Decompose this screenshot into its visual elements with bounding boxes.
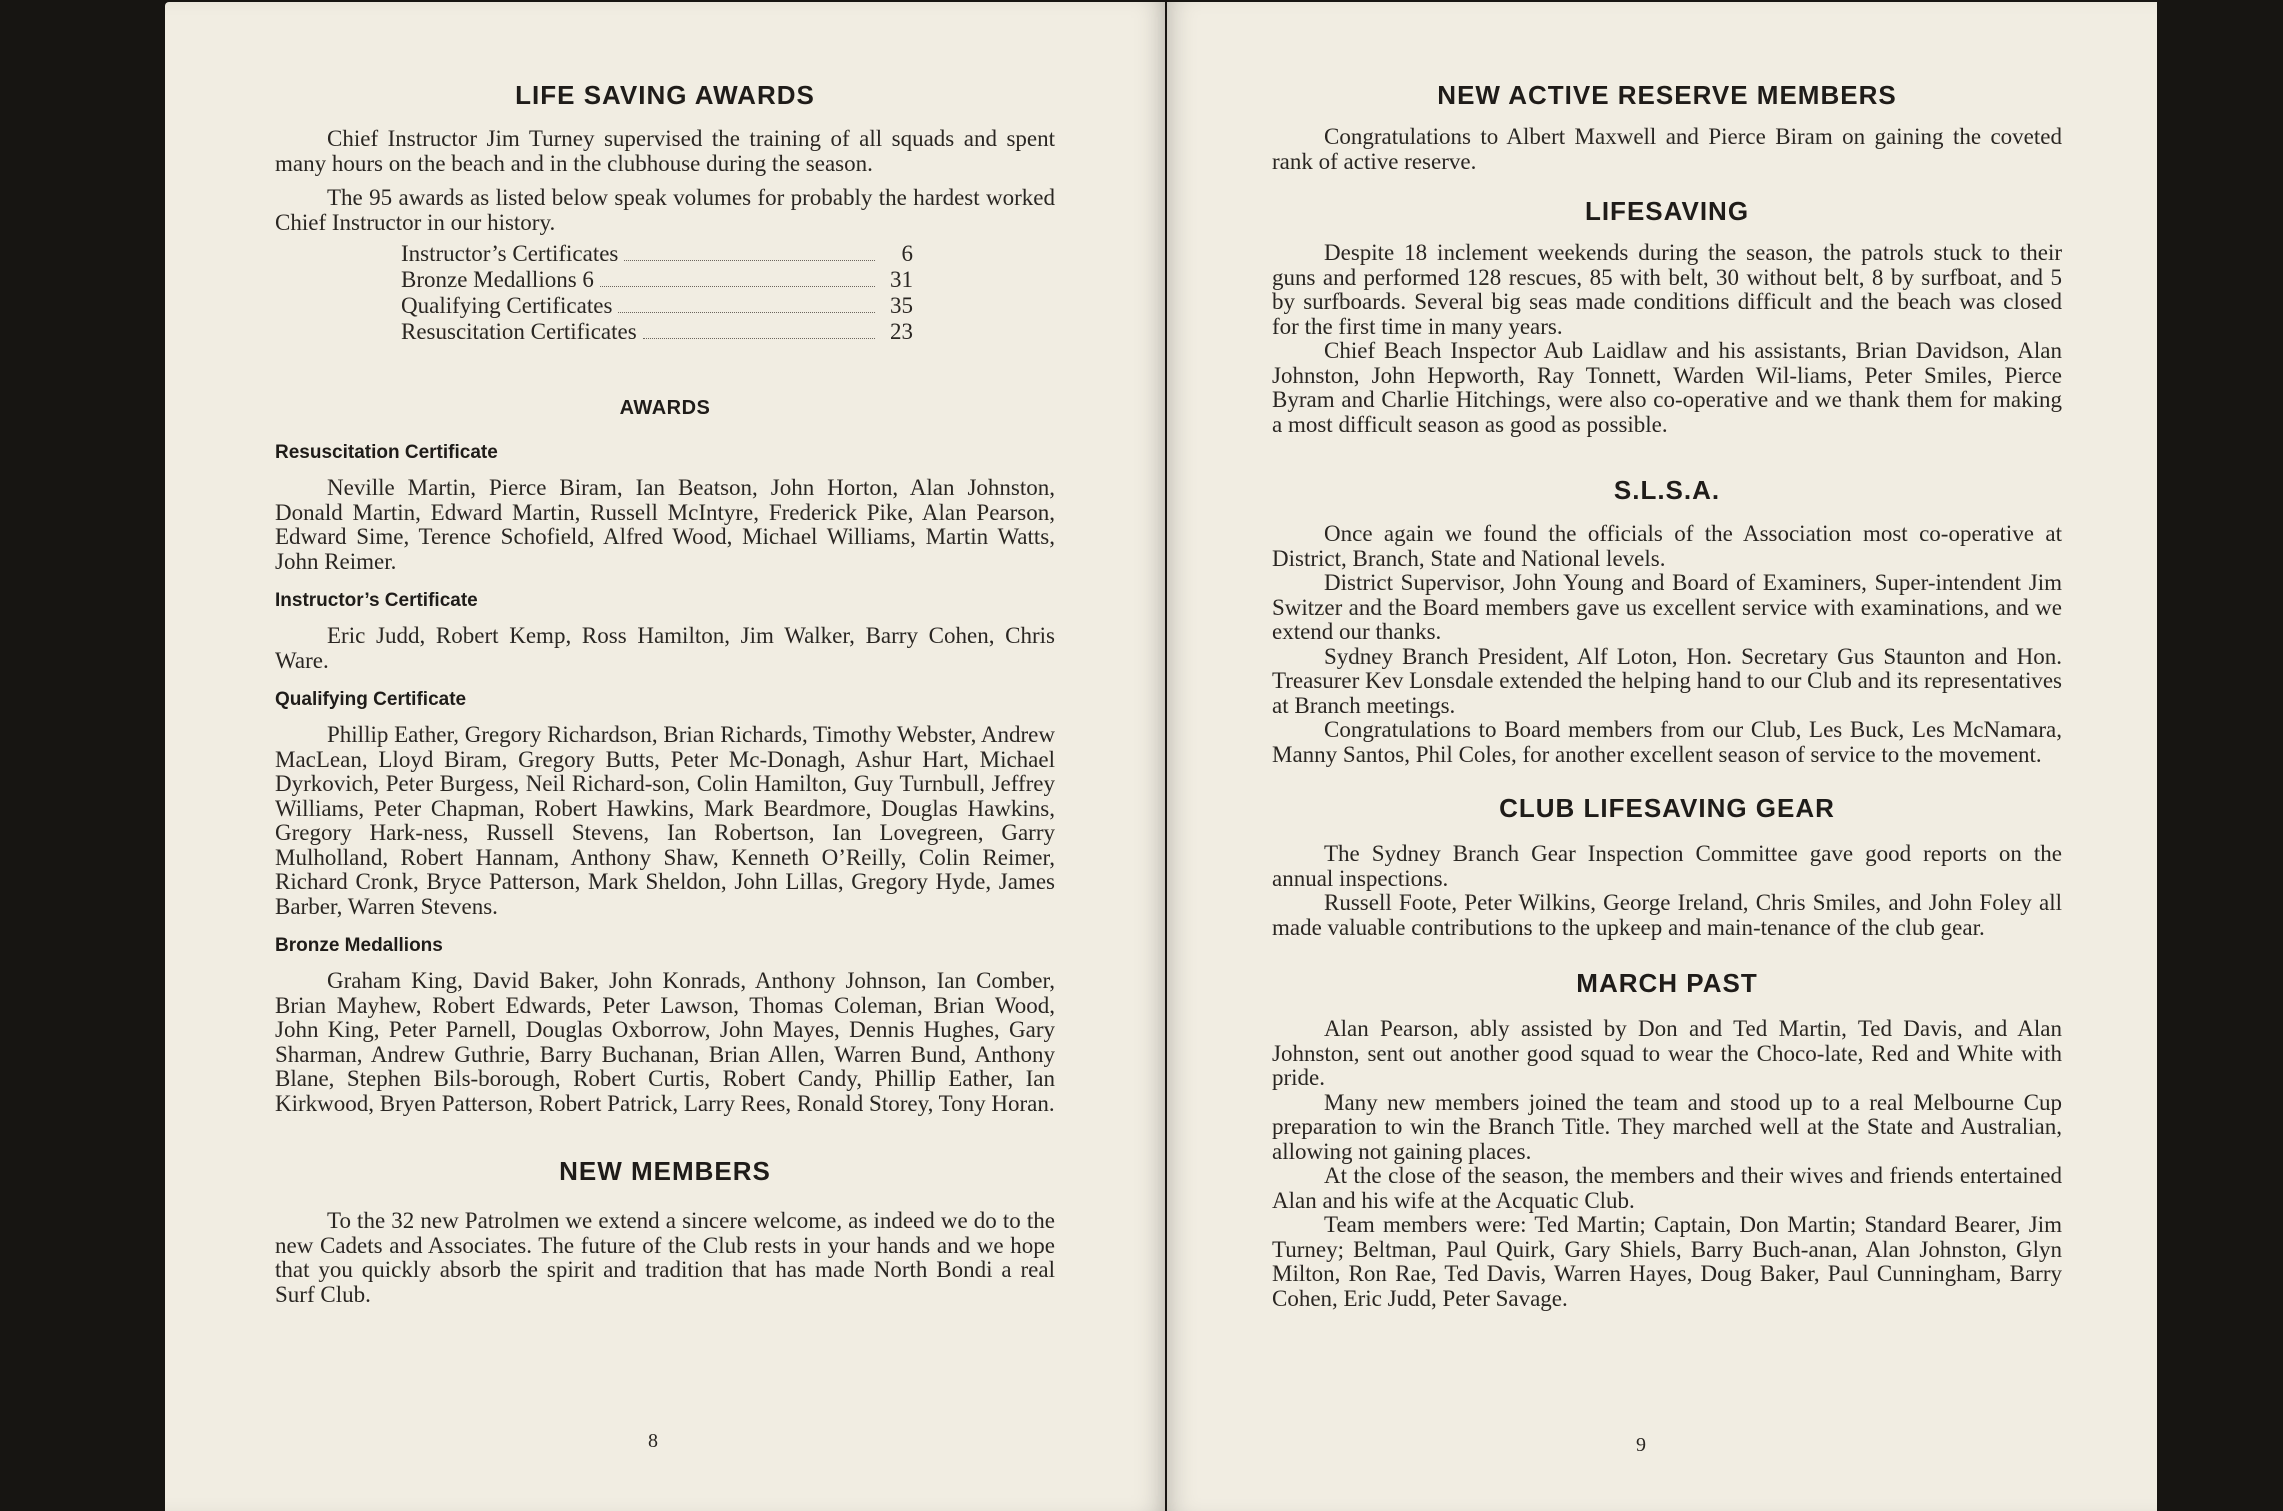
club-gear-para: Russell Foote, Peter Wilkins, George Ireland, Chris Smiles, and John Foley all made valuable contributions to the upkeep and main-tenance of the club gear. bbox=[1272, 890, 2062, 940]
left-column bbox=[275, 2, 1055, 1307]
lifesaving-para: Chief Beach Inspector Aub Laidlaw and his assistants, Brian Davidson, Alan Johnston, John Hepworth, Ray Tonnett, Warden Wil-liams, Peter Smiles, Pierce Byram and Charlie Hitchings, were also co-operative and we thank them for making a most difficult season as good as possible. bbox=[1272, 338, 2062, 437]
new-active-reserve-text: Congratulations to Albert Maxwell and Pierce Biram on gaining the coveted rank of active reserve. bbox=[1272, 124, 2062, 174]
slsa-para: District Supervisor, John Young and Board of Examiners, Super-intendent Jim Switzer and the Board members gave us excellent service with examinations, and we extend our thanks. bbox=[1272, 570, 2062, 644]
bronze-medallions-names: Graham King, David Baker, John Konrads, Anthony Johnson, Ian Comber, Brian Mayhew, Robert Edwards, Peter Lawson, Thomas Coleman, Brian Wood, John King, Peter Parnell, Douglas Oxborrow, John Mayes, Dennis Hughes, Gary Sharman, Andrew Guthrie, Barry Buchanan, Brian Allen, Warren Bund, Anthony Blane, Stephen Bils-borough, Robert Curtis, Robert Candy, Phillip Eather, Ian Kirkwood, Bryen Patterson, Robert Patrick, Larry Rees, Ronald Storey, Tony Horan. bbox=[275, 968, 1055, 1116]
page-number-right: 9 bbox=[1636, 1434, 1646, 1456]
resuscitation-certificate-names: Neville Martin, Pierce Biram, Ian Beatson, John Horton, Alan Johnston, Donald Martin, Edward Martin, Russell McIntyre, Frederick Pike, Alan Pearson, Edward Sime, Terence Schofield, Alfred Wood, Michael Williams, Martin Watts, John Reimer. bbox=[275, 475, 1055, 574]
march-past-para: Many new members joined the team and stood up to a real Melbourne Cup preparation to win the Branch Title. They marched well at the State and Australian, allowing not gaining places. bbox=[1272, 1089, 2062, 1164]
new-active-reserve-heading: NEW ACTIVE RESERVE MEMBERS bbox=[1437, 80, 1897, 110]
instructors-certificate-names: Eric Judd, Robert Kemp, Ross Hamilton, Jim Walker, Barry Cohen, Chris Ware. bbox=[275, 623, 1055, 673]
dot-leader bbox=[618, 312, 875, 313]
award-label: Instructor’s Certificates bbox=[401, 241, 619, 266]
award-count: 23 bbox=[890, 319, 913, 344]
award-count: 31 bbox=[890, 267, 913, 292]
march-past-para: Team members were: Ted Martin; Captain, Don Martin; Standard Bearer, Jim Turney; Beltman, Paul Quirk, Gary Shiels, Barry Buch-anan, Alan Johnston, Glyn Milton, Ron Rae, Ted Davis, Warren Hayes, Doug Baker, Paul Cunningham, Barry Cohen, Eric Judd, Peter Savage. bbox=[1272, 1212, 2062, 1311]
lifesaving-para: Despite 18 inclement weekends during the season, the patrols stuck to their guns and performed 128 rescues, 85 with belt, 30 without belt, 8 by surfboat, and 5 by surfboards. Several big seas made conditions difficult and the beach was closed for the first time in many years. bbox=[1272, 240, 2062, 339]
life-saving-awards-heading: LIFE SAVING AWARDS bbox=[515, 80, 815, 110]
life-saving-awards-intro: Chief Instructor Jim Turney supervised the training of all squads and spent many hours on the beach and in the clubhouse during the season. bbox=[275, 126, 1055, 176]
slsa-para: Sydney Branch President, Alf Loton, Hon. Secretary Gus Staunton and Hon. Treasurer Kev Lonsdale extended the helping hand to our Club and its representatives at Branch meetings. bbox=[1272, 643, 2062, 718]
march-past-para: At the close of the season, the members and their wives and friends entertained Alan and his wife at the Acquatic Club. bbox=[1272, 1163, 2062, 1213]
qualifying-certificate-names: Phillip Eather, Gregory Richardson, Brian Richards, Timothy Webster, Andrew MacLean, Lloyd Biram, Gregory Butts, Peter Mc-Donagh, Ashur Hart, Michael Dyrkovich, Peter Burgess, Neil Richard-son, Colin Hamilton, Guy Turnbull, Jeffrey Williams, Peter Chapman, Robert Hawkins, Mark Beardmore, Douglas Hawkins, Gregory Hark-ness, Russell Stevens, Ian Robertson, Ian Lovegreen, Garry Mulholland, Robert Hannam, Anthony Shaw, Kenneth O’Reilly, Colin Reimer, Richard Cronk, Bryce Patterson, Mark Sheldon, John Lillas, Gregory Hyde, James Barber, Warren Stevens. bbox=[275, 722, 1055, 919]
life-saving-awards-summary: The 95 awards as listed below speak volumes for probably the hardest worked Chief Instructor in our history. bbox=[275, 185, 1055, 235]
dot-leader bbox=[600, 286, 875, 287]
bronze-medallions-heading: Bronze Medallions bbox=[275, 935, 443, 956]
award-total-row bbox=[401, 319, 913, 345]
award-total-row bbox=[401, 293, 913, 319]
dot-leader bbox=[643, 338, 875, 339]
award-total-row bbox=[401, 267, 913, 293]
award-count: 35 bbox=[890, 293, 913, 318]
resuscitation-certificate-heading: Resuscitation Certificate bbox=[275, 442, 498, 463]
page-number-left: 8 bbox=[648, 1430, 658, 1452]
new-members-text: To the 32 new Patrolmen we extend a sincere welcome, as indeed we do to the new Cadets and Associates. The future of the Club rests in your hands and we hope that you quickly absorb the spirit and tradition that has made North Bondi a real Surf Club. bbox=[275, 1208, 1055, 1307]
award-total-row bbox=[401, 241, 913, 267]
slsa-heading: S.L.S.A. bbox=[1613, 475, 1721, 505]
club-gear-para: The Sydney Branch Gear Inspection Committee gave good reports on the annual inspections. bbox=[1272, 841, 2062, 891]
dot-leader bbox=[624, 260, 875, 261]
march-past-para: Alan Pearson, ably assisted by Don and Ted Martin, Ted Davis, and Alan Johnston, sent out another good squad to wear the Choco-late, Red and White with pride. bbox=[1272, 1016, 2062, 1090]
award-label: Qualifying Certificates bbox=[401, 293, 613, 318]
awards-heading: AWARDS bbox=[619, 397, 711, 419]
right-column bbox=[1272, 2, 2062, 1311]
left-page bbox=[165, 2, 1165, 1511]
award-label: Resuscitation Certificates bbox=[401, 319, 637, 344]
lifesaving-heading: LIFESAVING bbox=[1584, 196, 1750, 226]
award-count: 6 bbox=[901, 241, 913, 266]
award-totals-list bbox=[401, 241, 913, 345]
new-members-heading: NEW MEMBERS bbox=[559, 1156, 771, 1186]
award-label: Bronze Medallions 6 bbox=[401, 267, 594, 292]
club-lifesaving-gear-heading: CLUB LIFESAVING GEAR bbox=[1499, 793, 1835, 823]
march-past-heading: MARCH PAST bbox=[1576, 968, 1758, 998]
qualifying-certificate-heading: Qualifying Certificate bbox=[275, 689, 467, 710]
slsa-para: Congratulations to Board members from our Club, Les Buck, Les McNamara, Manny Santos, Phil Coles, for another excellent season of service to the movement. bbox=[1272, 717, 2062, 767]
right-page bbox=[1167, 2, 2157, 1511]
slsa-para: Once again we found the officials of the Association most co-operative at District, Branch, State and National levels. bbox=[1272, 521, 2062, 571]
instructors-certificate-heading: Instructor’s Certificate bbox=[275, 590, 478, 611]
